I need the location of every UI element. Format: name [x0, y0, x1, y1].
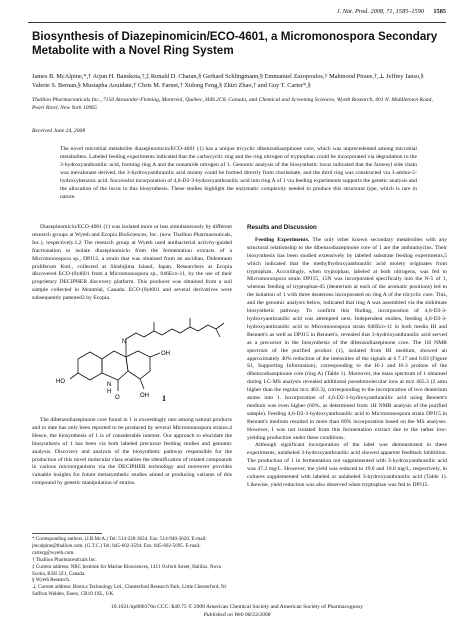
oh-bond [140, 379, 144, 389]
doi-line: 10.1021/np800376n CCC: $40.75 © 2008 American Chemical Society and American Society of Pharmacognosy [110, 604, 364, 610]
intro-paragraph: Diazepinomicin/ECO-4601 (1) was isolated more or less simultaneously by different research groups at Wyeth and Ecopia BioSciences, Inc. (now Thallion Pharmaceuticals, Inc.), respectively.1,2 The research group at Wyeth used antibacterial activity-guided fractionation to isolate diazepinomicin from the fermentation extracts of a Micromonospora sp., DPJ12, a strain that was obtained from an ascidian, Didemnum proliferum Kott., collected at Shishijima Island, Japan. Researchers at Ecopia discovered ECO-(0)4601 from a Micromonospora sp., 046Eco-11, by the use of their proprietary DECIPHER discovery platform. This producer was obtained from a soil sample collected in Montréal, Canada. ECO-(0)4601 and several derivatives were subsequently patented3 by Ecopia. [32, 224, 232, 302]
abstract: The novel microbial metabolite diazepinomicin/ECO-4601 (1) has a unique tricyclic dibenzodiazepinone core, which was unprecedented among microbial metabolites. Labeled feeding experiments indicated that the carbocyclic ring and the ring nitrogen of tryptophan could be incorporated via degradation to the 3-hydroxyanthranilic acid, forming ring A and the nonamide nitrogen of 1. Genomic analysis of the biosynthetic locus indicated that the farnesyl side chain was mevalonate derived, the 3-hydroxyanthranilic acid moiety could be formed directly from chorismate, and the third ring was constructed via 3-amino-5-hydroxybenzoic acid. Successful incorporation of 4,6-D2-3-hydroxyanthranilic acid into ring A of 1 via feeding experiments supports the genetic analysis and the allocation of the locus to this biosynthesis. These studies highlight the enzymatic complexity needed to produce this structural type, which is rare in nature. [60, 146, 417, 200]
run-in-heading: Feeding Experiments. [255, 236, 310, 243]
page-footer [0, 604, 474, 619]
atom-label: HO [56, 379, 65, 385]
atom-label: O [115, 395, 120, 401]
section-heading: Results and Discussion [247, 224, 317, 231]
diazepine-ring [102, 351, 128, 380]
article-title: Biosynthesis of Diazepinomicin/ECO-4601, a Micromonospora Secondary Metabolite with a Novel Ring System [32, 30, 438, 57]
atom-label: OH [140, 393, 149, 399]
page-number: 1585 [433, 8, 446, 15]
affiliations: Thallion Pharmaceuticals Inc., 7150 Alexander-Fleming, Montréal, Québec, H4S 2C8, Canada, and Chemical and Screening Sciences, Wyeth Research, 401 N. Middletown Road, Pearl River, New York 10965 [32, 97, 433, 111]
footnotes [32, 536, 232, 598]
oh-bond [150, 353, 160, 357]
atom-label: OH [161, 351, 170, 357]
running-header [28, 8, 446, 20]
footnote: * Corresponding authors. (J.B.McA.) Tel: 514-228-3634. Fax: 514-940-3620. E-mail: jmcalpine@thallion.com. (G.T.C.) Tel: 845-602-3594. Fax: 845-602-5695. E-mail: carterg@wyeth.com. [32, 536, 207, 556]
received-date: Received June 24, 2008 [32, 128, 86, 134]
second-paragraph: Although significant incorporation of the label was demonstrated in these experiments, unlabeled 3-hydroxyanthranilic acid showed apparent feedback inhibition. The production of 1 in fermentation not supplemented with 3-hydroxyanthranilic acid was 47.2 mg/L. However, the yield was reduced to 19.0 and 10.8 mg/L, respectively, in cultures supplemented with labeled or unlabeled 3-hydroxyanthranilic acid (Table 1). Likewise, yield reduction was also observed when tryptophan was fed to DPJ15. [247, 442, 447, 488]
footnote: § Wyeth Research. [32, 577, 71, 584]
ring-c [126, 351, 150, 379]
atom-label: N [107, 382, 112, 388]
footnote: † Thallion Pharmaceuticals Inc. [32, 556, 97, 563]
left-column-core [32, 417, 232, 488]
right-column [247, 224, 447, 490]
oh-bond [70, 373, 78, 379]
header-rule [28, 22, 446, 23]
feeding-paragraph [247, 237, 447, 443]
footnote-rule [32, 533, 102, 534]
feeding-text: The only other known secondary metabolites with any structural relationship to the dibenzodiazepinone core of 1 are the anthramycins. Their biosynthesis has been studied extensively by labeled substrate feeding experiments,5 which indicated that the methylhydroxyanthranilic acid moiety originates from tryptophan. Accordingly, when tryptophan, labeled at both nitrogens, was fed to Micromonospora strain DPJ15, 15N was incorporated specifically into the N-5 of 1, whereas feeding of tryptophan-d5 (deuterium at each of the aromatic positions) led to the isolation of 1 with three deuterons incorporated on ring A of the tricyclic core. This, and the genomic analysis below, indicated that ring A was assembled via the shikimate biosynthetic pathway. To confirm this finding, incorporation of 4,6-D2-3-hydroxyanthranilic acid was attempted next. Independent studies, feeding 4,6-D2-3-hydroxyanthranilic acid to Micromonospora strain 046Eco-11 in both media HI and Bennett's as well as DPJ15 in Bennett's, revealed that 3-hydroxyanthranilic acid served as a precursor in the biosynthesis of the dibenzodiazepinone core. The 1H NMR spectrum of the purified product (1), isolated from HI medium, showed an approximately 40% reduction of the intensities of the signals at δ 7.17 and 6.83 (Figure S1, Supporting Information), corresponding to the H-1 and H-3 protons of the dibenzodiazepinone core (ring A) (Table 1). Moreover, the mass spectrum of 1 obtained during LC-MS analysis revealed additional pseudomolecular ions at m/z 465.3 (2 amu higher than the regular m/z 463.3), corresponding to the incorporation of two deuterium atoms into 1. Incorporation of 4,6-D2-3-hydroxyanthranilic acid using Bennett's medium was even higher (60%, as determined from 1H NMR analysis of the purified sample). Feeding 4,6-D2-3-hydroxyanthranilic acid to Micromonospora strain DPJ15 in Bennett's medium resulted in more than 80% incorporation based on the MS analyses. However, I was not isolated from this fermentation extract due to the rather low-yielding production under these conditions. [247, 236, 448, 441]
author-list: James B. McAlpine,*,† Arjun H. Banskota,†,‡ Ronald D. Charan,§ Gerhard Schlingmann,§ Emmanuel Zazopoulos,† Mahmood Piraee,†,⊥ Jeffrey Janso,§ Valerie S. Bernan,§ Mustapha Aouidate,† Chris M. Farnet,† Xidong Feng,§ Zhizi Zhao,† and Guy T. Carter*,§ [32, 73, 424, 89]
atom-label: H [107, 389, 112, 395]
ring-a [78, 352, 102, 380]
left-column-intro [32, 224, 232, 303]
journal-citation: J. Nat. Prod. 2008, 71, 1585–1590 [336, 8, 424, 15]
structure-figure [34, 313, 230, 411]
atom-label: N [122, 339, 127, 345]
core-paragraph: The dibenzodiazepinone core found in 1 is exceedingly rare among natural products and to date has only been reported to be produced by several Micromonospora strains.4 Hence, the biosynthesis of 1 is of considerable interest. Our approach to elucidate the biosynthesis of 1 has been via both labeled precursor feeding studies and genomic analysis. Discovery and analysis of the biosynthetic pathway responsible for the production of this novel molecular class enables the identification of related compounds in various microorganisms via the DECIPHER technology and moreover provides valuable insights for future metasynthetic studies aimed at producing variants of this compound by genetic manipulation of strains. [32, 417, 232, 487]
footnote: ‡ Current address: NRC Institute for Marine Biosciences, 1411 Oxford Street, Halifax, Nova Scotia, B3H 3Z1, Canada. [32, 563, 221, 577]
compound-number: 1 [162, 394, 166, 403]
published-line: Published on Web 08/23/2008 [203, 611, 271, 618]
methyl-branch [216, 329, 220, 337]
footnote: ⊥ Current address: Biotica Technology Ltd., Chesterford Research Park, Little Chesterford, Nr Saffron Walden, Essex, CB10 1XL, UK. [32, 584, 227, 598]
farnesyl-chain [126, 323, 224, 339]
